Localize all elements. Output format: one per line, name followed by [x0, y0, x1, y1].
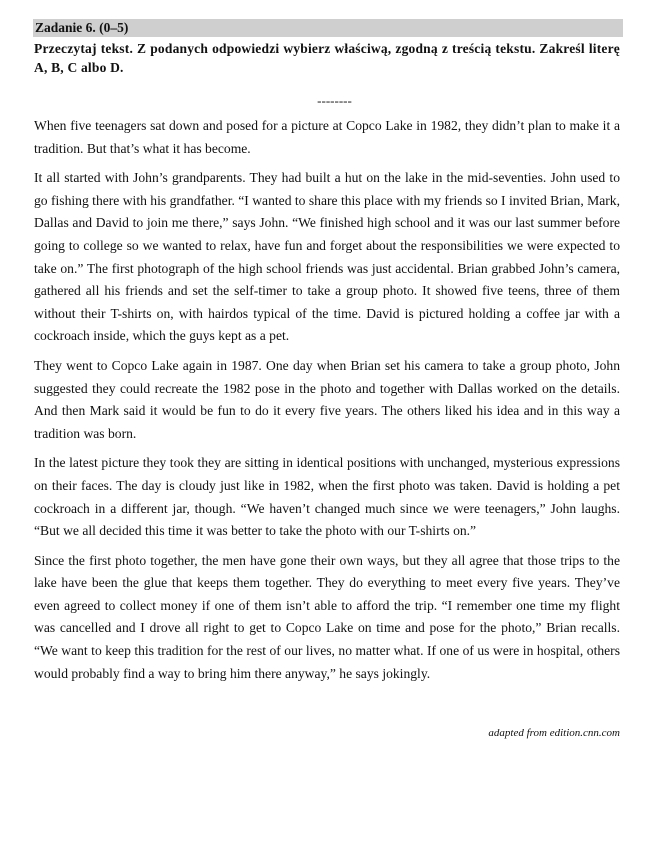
task-header: Zadanie 6. (0–5) [33, 19, 623, 37]
article-text [34, 115, 620, 692]
article-paragraph-4: In the latest picture they took they are sitting in identical positions with unchanged, mysterious expressions on their faces. The day is cloudy just like in 1982, when the first photo was taken. David is holding a pet cockroach in a different jar, though. “We haven’t changed much since we were teenagers,” John laughs. “But we all decided this time it was better to take the photo with our T-shirts on.” [34, 455, 620, 539]
article-paragraph-2: It all started with John’s grandparents. They had built a hut on the lake in the mid-seventies. John used to go fishing there with his grandfather. “I wanted to share this place with my friends so I invited Brian, Mark, Dallas and David to join me there,” says John. “We finished high school and it was our last summer before going to college so we wanted to relax, have fun and forget about the responsibilities we were expected to take on.” The first photograph of the high school friends was just accidental. Brian grabbed John’s camera, gathered all his friends and set the self-timer to take a group photo. It showed five teens, three of them without their T-shirts on, with hairdos typical of the time. David is pictured holding a coffee jar with a cockroach inside, which the guys kept as a pet. [34, 170, 620, 344]
article-paragraph-1: When five teenagers sat down and posed for a picture at Copco Lake in 1982, they didn’t plan to make it a tradition. But that’s what it has become. [34, 118, 620, 156]
separator-dashes: -------- [317, 93, 352, 108]
article-paragraph-5: Since the first photo together, the men have gone their own ways, but they all agree that those trips to the lake have been the glue that keeps them together. They do everything to meet every five years. They’ve even agreed to collect money if one of them isn’t able to afford the trip. “I remember one time my flight was cancelled and I drove all right to get to Copco Lake on time and pose for the photo,” Brian recalls. “We want to keep this tradition for the rest of our lives, no matter what. If one of us were in hospital, others would probably find a way to bring him there anyway,” he says jokingly. [34, 552, 620, 681]
article-paragraph-3: They went to Copco Lake again in 1987. One day when Brian set his camera to take a group photo, John suggested they could recreate the 1982 pose in the photo and together with Dallas worked on the details. And then Mark said it would be fun to do it every five years. The others liked his idea and in this way a tradition was born. [34, 357, 620, 441]
task-instruction: Przeczytaj tekst. Z podanych odpowiedzi wybierz właściwą, zgodną z treścią tekstu. Zakreśl literę A, B, C albo D. [34, 41, 620, 75]
separator [0, 93, 664, 109]
source-attribution: adapted from edition.cnn.com [488, 727, 620, 739]
